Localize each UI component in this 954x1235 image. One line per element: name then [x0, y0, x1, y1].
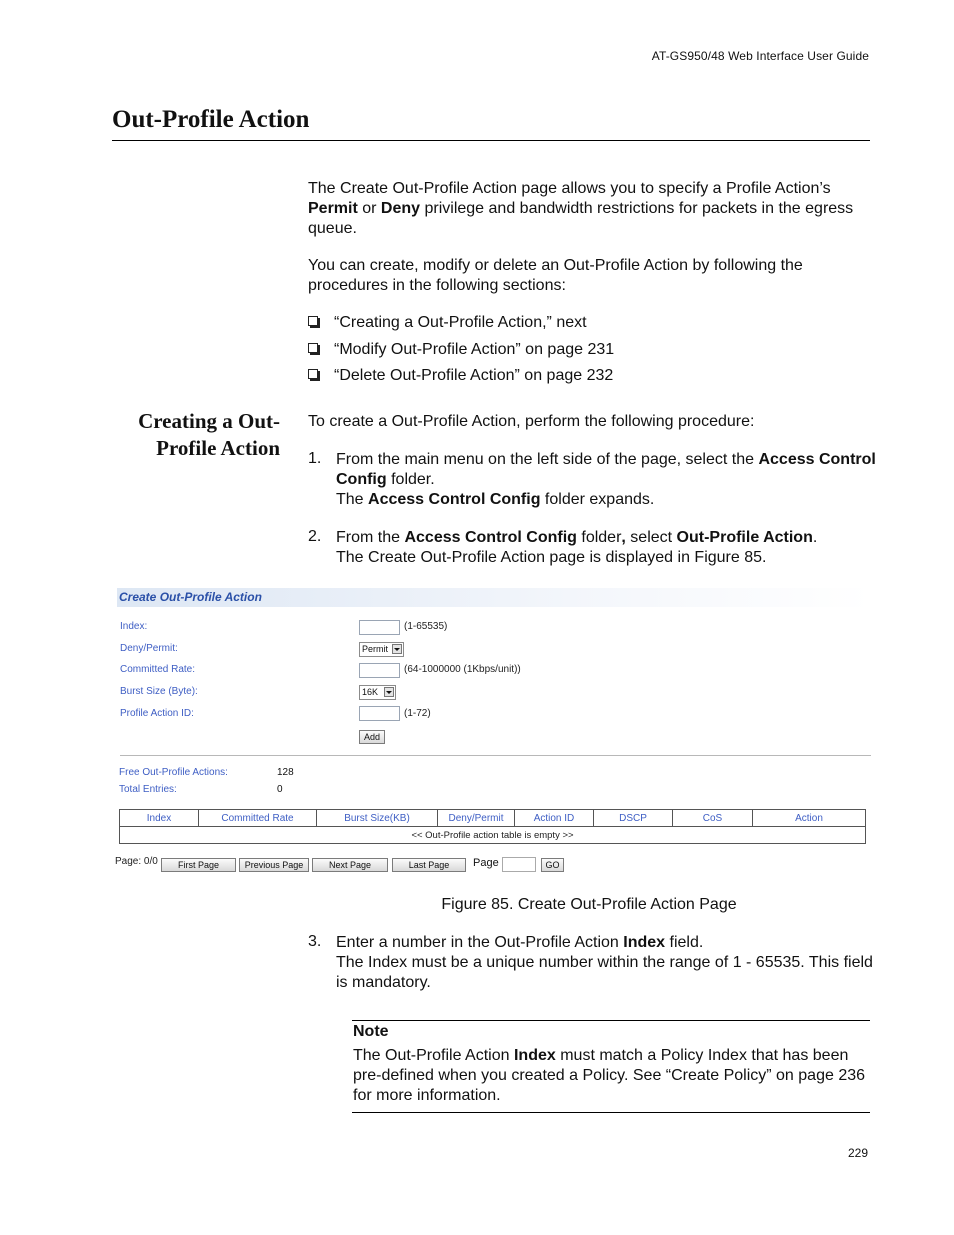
step-term: Access Control Config: [404, 529, 577, 546]
page-number: 229: [847, 1146, 868, 1160]
panel-header: [117, 588, 871, 607]
note-text: [353, 1046, 871, 1106]
column-header: Index: [120, 810, 199, 827]
step-text: folder: [576, 529, 622, 546]
page-word: Page: [473, 857, 499, 869]
bullet-item: [308, 314, 587, 332]
bullet-text: “Modify Out-Profile Action” on page 231: [334, 341, 615, 358]
step-term: Access Control Config: [368, 491, 541, 508]
intro-text: or: [357, 200, 381, 217]
subsection-title-line: Profile Action: [156, 436, 280, 460]
step-text: folder expands.: [540, 491, 655, 508]
committed-rate-input[interactable]: [359, 663, 400, 678]
intro-text: The Create Out-Profile Action page allows you to specify a Profile Action’s: [308, 180, 831, 197]
step-term: Out-Profile Action: [676, 529, 813, 546]
step-text: The: [336, 491, 369, 508]
last-page-button[interactable]: Last Page: [392, 858, 466, 872]
column-header: Committed Rate: [199, 810, 317, 827]
note-text-part: must match a Policy Index that has been pre-defined when you created a Policy. See “Create Policy” on page 236 for more information.: [353, 1047, 866, 1104]
step-text: .: [812, 529, 818, 546]
guide-title: AT-GS950/48 Web Interface User Guide: [651, 49, 869, 63]
profile-action-id-input[interactable]: [359, 706, 400, 721]
burst-size-value: 16K: [362, 687, 379, 697]
step-text: The Create Out-Profile Action page is displayed in Figure 85.: [336, 549, 767, 566]
figure-caption: Figure 85. Create Out-Profile Action Page: [441, 896, 737, 913]
step-term: Access Control Config: [336, 451, 876, 488]
step-text: Enter a number in the Out-Profile Action: [336, 934, 624, 951]
step-number: 1.: [308, 450, 322, 467]
deny-permit-select[interactable]: [359, 642, 404, 657]
index-hint: (1-65535): [404, 621, 448, 632]
column-header: DSCP: [594, 810, 673, 827]
step-number: 3.: [308, 933, 322, 950]
profile-action-id-hint: (1-72): [404, 708, 431, 719]
empty-table-message: << Out-Profile action table is empty >>: [120, 827, 866, 844]
go-button[interactable]: GO: [541, 858, 564, 872]
step-text: The Index must be a unique number within the range of 1 - 65535. This field is mandatory.: [336, 954, 873, 991]
bullet-item: [308, 341, 614, 359]
step-3-text: [336, 933, 876, 993]
subsection-title-line: Creating a Out-: [138, 409, 280, 433]
profile-action-id-label: Profile Action ID:: [120, 708, 194, 719]
deny-permit-value: Permit: [362, 644, 389, 654]
previous-page-button[interactable]: Previous Page: [239, 858, 309, 872]
note-rule-top: [352, 1020, 870, 1021]
step-term: Index: [623, 934, 666, 951]
burst-size-label: Burst Size (Byte):: [120, 686, 198, 697]
chevron-down-icon: [392, 644, 402, 654]
note-text-part: The Out-Profile Action: [353, 1047, 514, 1064]
intro-paragraph-2: You can create, modify or delete an Out-Profile Action by following the procedures in the following sections:: [308, 257, 803, 294]
step-1-text: [336, 450, 876, 510]
bullet-item: [308, 367, 613, 385]
column-header: Action ID: [515, 810, 594, 827]
first-page-button[interactable]: First Page: [161, 858, 236, 872]
step-2-text: [336, 528, 876, 568]
checkbox-bullet-icon: [308, 316, 318, 326]
panel-title: Create Out-Profile Action: [119, 590, 262, 604]
index-label: Index:: [120, 621, 148, 632]
step-text: From the main menu on the left side of the page, select the: [336, 451, 759, 468]
table-header-row: [120, 810, 866, 827]
column-header: Action: [753, 810, 866, 827]
table-row: [120, 827, 866, 844]
section-rule: [112, 140, 870, 141]
column-header: CoS: [673, 810, 753, 827]
intro-text: privilege and bandwidth restrictions for packets in the egress queue.: [308, 200, 854, 237]
page-count: Page: 0/0: [115, 856, 158, 867]
total-entries-label: Total Entries:: [119, 784, 177, 795]
deny-permit-label: Deny/Permit:: [120, 643, 178, 654]
chevron-down-icon: [384, 687, 394, 697]
burst-size-select[interactable]: [359, 685, 396, 700]
intro-paragraph-1: [308, 179, 872, 239]
note-title: Note: [353, 1023, 389, 1040]
section-title: Out-Profile Action: [112, 106, 310, 133]
free-actions-label: Free Out-Profile Actions:: [119, 767, 228, 778]
committed-rate-hint: (64-1000000 (1Kbps/unit)): [404, 664, 521, 675]
step-text: ,: [621, 529, 626, 546]
step-text: folder.: [386, 471, 435, 488]
subsection-title: [112, 408, 280, 462]
note-term: Index: [513, 1047, 556, 1064]
add-button[interactable]: Add: [359, 730, 385, 744]
bullet-text: “Delete Out-Profile Action” on page 232: [334, 367, 614, 384]
column-header: Deny/Permit: [438, 810, 515, 827]
step-text: field.: [665, 934, 704, 951]
page-number-input[interactable]: [502, 857, 536, 872]
committed-rate-label: Committed Rate:: [120, 664, 196, 675]
checkbox-bullet-icon: [308, 369, 318, 379]
out-profile-action-table: [119, 809, 866, 844]
permit-term: Permit: [308, 200, 358, 217]
step-text: select: [625, 529, 677, 546]
column-header: Burst Size(KB): [317, 810, 438, 827]
checkbox-bullet-icon: [308, 343, 318, 353]
total-entries-value: 0: [277, 784, 283, 795]
next-page-button[interactable]: Next Page: [312, 858, 388, 872]
step-number: 2.: [308, 528, 322, 545]
deny-term: Deny: [380, 200, 421, 217]
bullet-text: “Creating a Out-Profile Action,” next: [334, 314, 587, 331]
subsection-intro: To create a Out-Profile Action, perform the following procedure:: [308, 413, 755, 430]
panel-divider: [120, 755, 871, 756]
step-text: From the: [336, 529, 405, 546]
free-actions-value: 128: [277, 767, 294, 778]
note-rule-bottom: [352, 1112, 870, 1113]
index-input[interactable]: [359, 620, 400, 635]
